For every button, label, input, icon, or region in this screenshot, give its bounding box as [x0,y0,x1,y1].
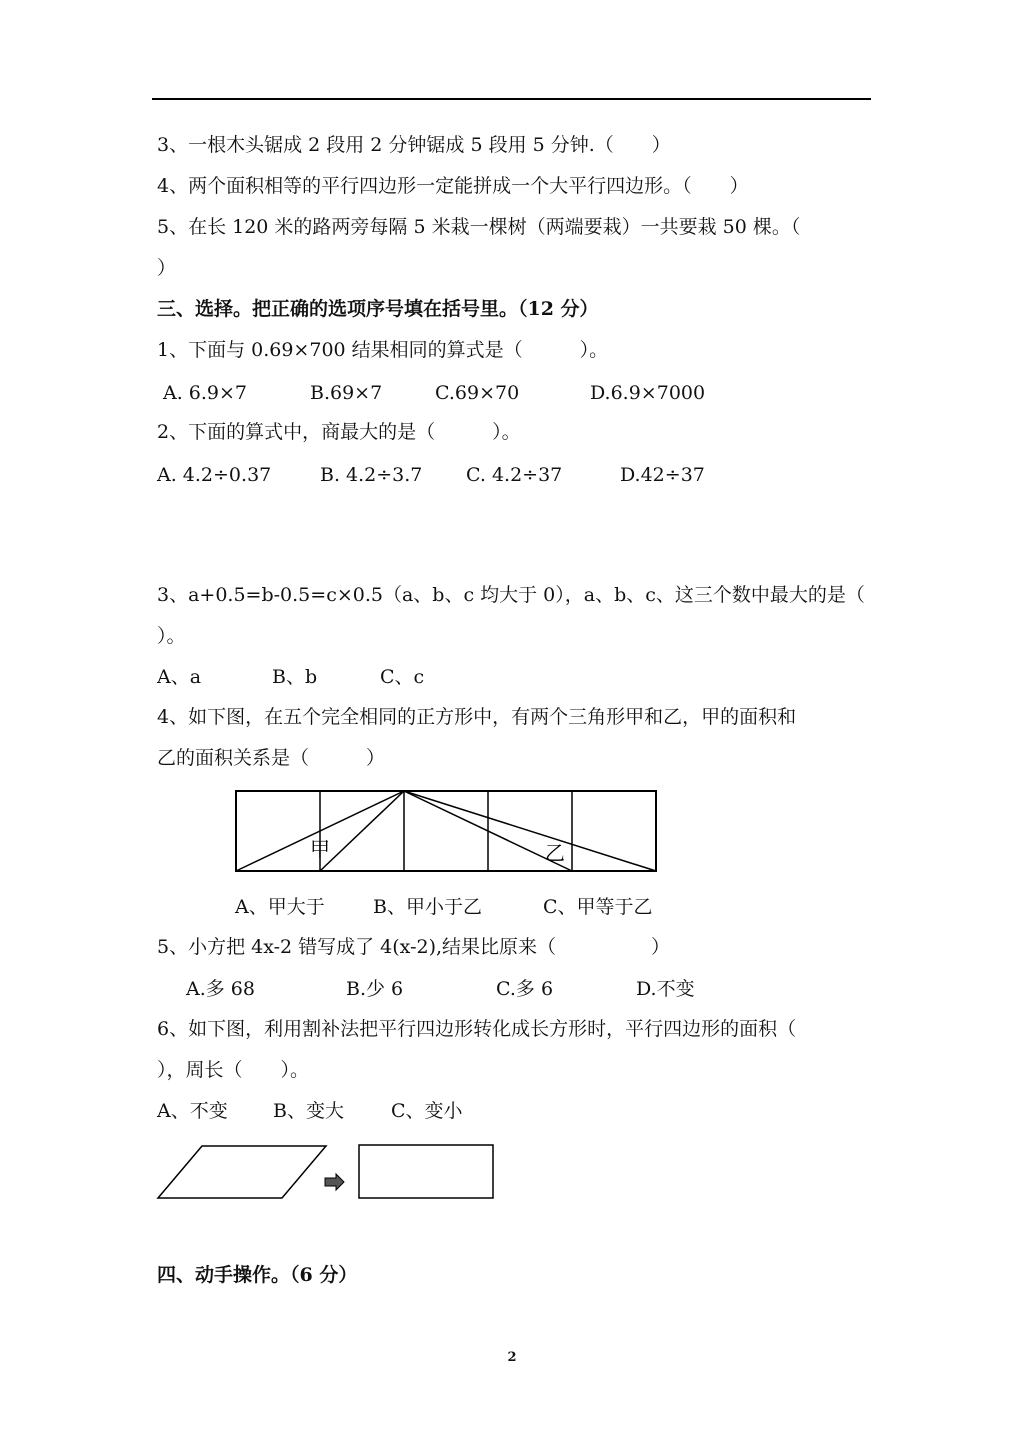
choice-q3-option-b: B、b [272,666,318,688]
parallelogram-to-rectangle-figure [150,1138,500,1206]
choice-q1-option-a: A. 6.9×7 [163,382,248,404]
choice-q4-option-c: C、甲等于乙 [543,896,653,918]
squares-outline [236,791,656,871]
choice-q6-line1: 6、如下图，利用割补法把平行四边形转化成长方形时，平行四边形的面积（ [157,1018,797,1040]
choice-q2-option-d: D.42÷37 [620,464,705,486]
choice-q5-text: 5、小方把 4x-2 错写成了 4(x-2),结果比原来（ ） [157,936,671,958]
rectangle-shape [359,1145,493,1198]
right-arrow-icon [325,1174,344,1190]
triangle-jia-edge-2 [320,791,404,871]
choice-q6-option-a: A、不变 [157,1100,228,1122]
choice-q1-option-d: D.6.9×7000 [590,382,706,404]
choice-q2-option-c: C. 4.2÷37 [466,464,563,486]
choice-q5-option-c: C.多 6 [496,978,554,1000]
section3-heading: 三、选择。把正确的选项序号填在括号里。（12 分） [157,298,599,320]
choice-q2-option-a: A. 4.2÷0.37 [157,464,272,486]
choice-q4-option-a: A、甲大于 [235,896,325,918]
choice-q1-option-b: B.69×7 [310,382,383,404]
choice-q5-option-b: B.少 6 [346,978,404,1000]
triangle-label-yi: 乙 [545,841,565,865]
choice-q4-line1: 4、如下图，在五个完全相同的正方形中，有两个三角形甲和乙，甲的面积和 [157,706,797,728]
parallelogram-shape [158,1146,326,1198]
judgment-q4: 4、两个面积相等的平行四边形一定能拼成一个大平行四边形。（ ） [157,175,749,197]
choice-q2-option-b: B. 4.2÷3.7 [320,464,423,486]
header-rule [152,98,871,100]
choice-q5-option-d: D.不变 [636,978,695,1000]
section4-heading: 四、动手操作。（6 分） [157,1264,358,1286]
choice-q4-line2: 乙的面积关系是（ ） [157,747,386,769]
choice-q2-text: 2、下面的算式中，商最大的是（ ）。 [157,421,521,443]
choice-q3-option-a: A、a [157,666,202,688]
triangle-label-jia: 甲 [310,837,330,861]
judgment-q3: 3、一根木头锯成 2 段用 2 分钟锯成 5 段用 5 分钟.（ ） [157,134,671,156]
choice-q6-option-c: C、变小 [391,1100,463,1122]
five-squares-triangles-figure [230,785,662,877]
choice-q3-option-c: C、c [380,666,425,688]
choice-q1-option-c: C.69×70 [435,382,520,404]
choice-q6-line2: ），周长（ ）。 [157,1059,310,1081]
triangle-yi-edge-2 [404,791,656,871]
judgment-q5-line2: ） [157,257,177,279]
choice-q1-text: 1、下面与 0.69×700 结果相同的算式是（ ）。 [157,339,609,361]
page-number: 2 [507,1350,517,1365]
choice-q5-option-a: A.多 68 [186,978,255,1000]
judgment-q5-line1: 5、在长 120 米的路两旁每隔 5 米栽一棵树（两端要栽）一共要栽 50 棵。（ [157,216,801,238]
choice-q4-option-b: B、甲小于乙 [373,896,482,918]
choice-q6-option-b: B、变大 [273,1100,344,1122]
choice-q3-line2: ）。 [157,625,186,647]
choice-q3-line1: 3、a+0.5=b-0.5=c×0.5（a、b、c 均大于 0），a、b、c、这三个数中最大的是（ [157,584,865,606]
